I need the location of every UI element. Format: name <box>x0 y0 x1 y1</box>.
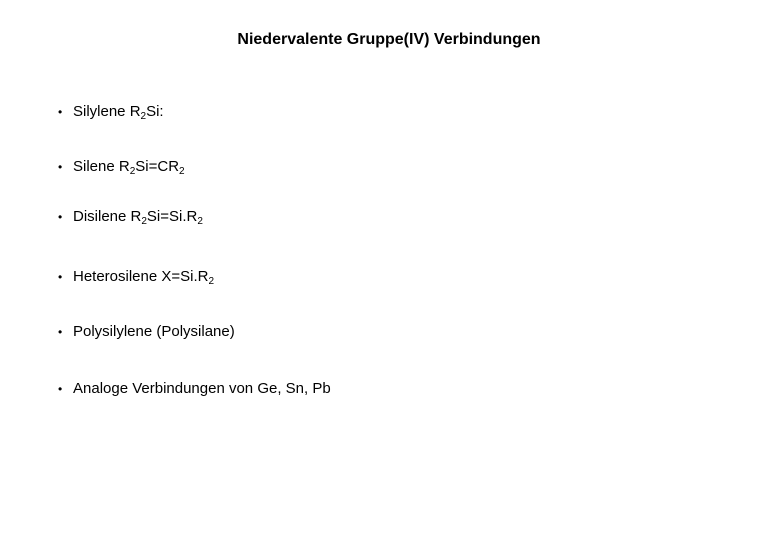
item-text: Analoge Verbindungen von Ge, Sn, Pb <box>73 380 331 397</box>
item-text: Disilene R <box>73 208 142 225</box>
list-item-disilene <box>58 206 203 228</box>
item-subscript: 2 <box>141 216 147 227</box>
item-subscript: 2 <box>179 166 185 177</box>
bullet-icon: • <box>58 160 63 174</box>
list-item-heterosilene <box>58 266 214 288</box>
bullet-icon: • <box>58 325 63 339</box>
bullet-icon: • <box>58 105 63 119</box>
bullet-icon: • <box>58 382 63 396</box>
list-item-analoge-verbindungen <box>58 378 331 400</box>
item-text: Si=Si.R <box>146 208 198 225</box>
item-text: Polysilylene (Polysilane) <box>73 323 235 340</box>
list-item-polysilylene <box>58 321 235 343</box>
item-text: Si: <box>146 103 164 120</box>
item-subscript: 2 <box>140 111 147 122</box>
item-text: Heterosilene X=Si.R <box>73 268 209 285</box>
list-item-silylene <box>58 101 164 123</box>
list-item-silene <box>58 156 185 178</box>
item-subscript: 2 <box>197 216 203 227</box>
bullet-icon: • <box>58 210 63 224</box>
item-text: Silylene R <box>73 103 141 120</box>
slide-title: Niedervalente Gruppe(IV) Verbindungen <box>237 31 541 48</box>
item-text: Silene R <box>73 158 130 175</box>
item-text: Si=CR <box>135 158 180 175</box>
bullet-icon: • <box>58 270 63 284</box>
item-subscript: 2 <box>208 276 215 287</box>
item-subscript: 2 <box>129 166 136 177</box>
